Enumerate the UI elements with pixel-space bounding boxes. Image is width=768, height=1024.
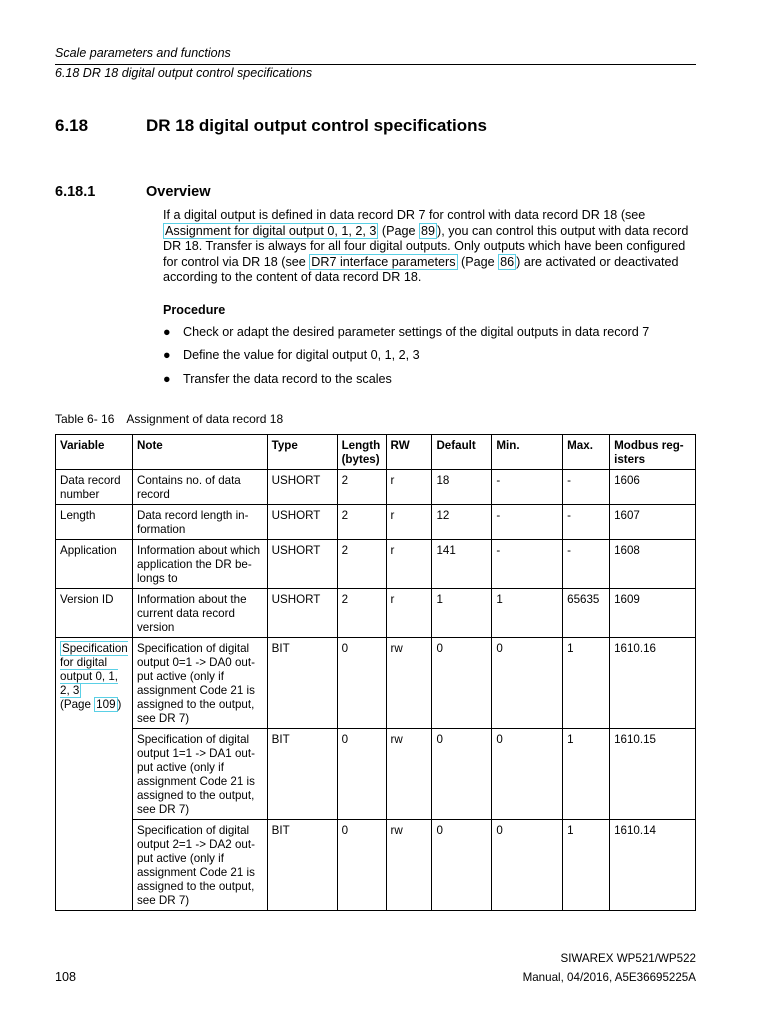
cell-max: - (563, 540, 610, 589)
section-number: 6.18 (55, 116, 89, 135)
col-header-max: Max. (563, 435, 610, 470)
link-specification-digital-output[interactable]: Specification for digital output 0, 1, 2, 3 (60, 642, 128, 697)
cell-default: 141 (432, 540, 492, 589)
page-ref-text: ) (117, 698, 122, 711)
link-dr7-interface-parameters[interactable]: DR7 interface parameters (311, 254, 456, 269)
link-page-86[interactable]: 86 (500, 254, 515, 269)
cell-note: Contains no. of data record (132, 470, 267, 505)
cell-max: - (563, 470, 610, 505)
link-page-89[interactable]: 89 (421, 223, 436, 238)
section-title: DR 18 digital output control specifications (146, 116, 487, 135)
cell-length: 0 (337, 638, 386, 729)
cell-default: 0 (432, 820, 492, 911)
procedure-step-text: Check or adapt the desired parameter settings of the digital outputs in data record 7 (183, 325, 650, 339)
cell-type: USHORT (267, 540, 337, 589)
col-header-rw: RW (386, 435, 432, 470)
cell-note: Information about the current data record version (132, 589, 267, 638)
cell-min: - (492, 540, 563, 589)
cell-rw: r (386, 540, 432, 589)
cell-note: Data record length in-formation (132, 505, 267, 540)
table-row (56, 589, 696, 638)
header-rule (55, 64, 696, 65)
intro-text: ) are activated or deactivated according to the content of data record DR 18. (163, 254, 679, 284)
table-row (56, 505, 696, 540)
table-row (56, 729, 696, 820)
cell-min: 1 (492, 589, 563, 638)
table-row (56, 540, 696, 589)
cell-rw: r (386, 589, 432, 638)
cell-length: 0 (337, 820, 386, 911)
link-assignment-digital-output[interactable]: Assignment for digital output 0, 1, 2, 3 (165, 223, 377, 238)
intro-text: If a digital output is defined in data record DR 7 for control with data record DR 18 (see (163, 208, 646, 222)
cell-max: 1 (563, 638, 610, 729)
cell-max: 1 (563, 729, 610, 820)
cell-type: BIT (267, 638, 337, 729)
cell-length: 2 (337, 470, 386, 505)
subsection-number: 6.18.1 (55, 184, 96, 200)
cell-max: 1 (563, 820, 610, 911)
cell-length: 2 (337, 505, 386, 540)
cell-note: Specification of digital output 1=1 -> DA1 out-put active (only if assignment Code 21 is assigned to the output, see DR 7) (132, 729, 267, 820)
cell-note: Specification of digital output 0=1 -> DA0 out-put active (only if assignment Code 21 is assigned to the output, see DR 7) (132, 638, 267, 729)
cell-min: - (492, 505, 563, 540)
intro-text: ), you can control this output with data record DR 18. Transfer is always for all four digital outputs. Only outputs which have been configured for control via DR 18 (see (163, 223, 689, 269)
cell-variable: Data record number (56, 470, 133, 505)
cell-default: 0 (432, 729, 492, 820)
col-header-note: Note (132, 435, 267, 470)
cell-variable: Length (56, 505, 133, 540)
cell-min: 0 (492, 820, 563, 911)
cell-rw: rw (386, 820, 432, 911)
cell-default: 1 (432, 589, 492, 638)
cell-modbus: 1610.15 (610, 729, 696, 820)
cell-variable-specification (56, 638, 133, 911)
cell-note: Specification of digital output 2=1 -> DA2 out-put active (only if assignment Code 21 is assigned to the output, see DR 7) (132, 820, 267, 911)
assignment-table (55, 434, 696, 911)
procedure-step-text: Define the value for digital output 0, 1, 2, 3 (183, 348, 420, 362)
cell-default: 18 (432, 470, 492, 505)
footer-product: SIWAREX WP521/WP522 (560, 952, 696, 965)
cell-min: 0 (492, 729, 563, 820)
cell-rw: rw (386, 729, 432, 820)
cell-modbus: 1607 (610, 505, 696, 540)
cell-default: 12 (432, 505, 492, 540)
col-header-variable: Variable (56, 435, 133, 470)
procedure-heading: Procedure (163, 303, 226, 317)
cell-type: BIT (267, 729, 337, 820)
bullet-icon: ● (163, 372, 171, 386)
table-row (56, 638, 696, 729)
cell-rw: r (386, 470, 432, 505)
footer-manual-info: Manual, 04/2016, A5E36695225A (522, 971, 696, 984)
col-header-modbus: Modbus reg-isters (610, 435, 696, 470)
running-header-section: 6.18 DR 18 digital output control specifications (55, 66, 313, 80)
table-header-row (56, 435, 696, 470)
cell-max: - (563, 505, 610, 540)
intro-text: (Page (378, 223, 420, 238)
col-header-min: Min. (492, 435, 563, 470)
bullet-icon: ● (163, 348, 171, 362)
cell-length: 0 (337, 729, 386, 820)
cell-type: BIT (267, 820, 337, 911)
overview-paragraph (163, 208, 698, 286)
table-caption-title: Assignment of data record 18 (126, 412, 284, 426)
bullet-icon: ● (163, 325, 171, 339)
running-header-chapter: Scale parameters and functions (55, 46, 231, 60)
cell-modbus: 1609 (610, 589, 696, 638)
cell-length: 2 (337, 589, 386, 638)
cell-min: - (492, 470, 563, 505)
cell-modbus: 1610.14 (610, 820, 696, 911)
table-row (56, 470, 696, 505)
cell-variable: Application (56, 540, 133, 589)
cell-max: 65635 (563, 589, 610, 638)
cell-variable: Version ID (56, 589, 133, 638)
col-header-length: Length (bytes) (337, 435, 386, 470)
col-header-default: Default (432, 435, 492, 470)
col-header-type: Type (267, 435, 337, 470)
table-caption-number: Table 6- 16 (55, 412, 115, 426)
cell-rw: rw (386, 638, 432, 729)
cell-type: USHORT (267, 505, 337, 540)
cell-type: USHORT (267, 470, 337, 505)
page-number: 108 (55, 970, 77, 984)
intro-text: (Page (457, 254, 499, 269)
cell-rw: r (386, 505, 432, 540)
cell-modbus: 1610.16 (610, 638, 696, 729)
cell-note: Information about which application the DR be-longs to (132, 540, 267, 589)
cell-default: 0 (432, 638, 492, 729)
subsection-title: Overview (146, 184, 211, 200)
cell-length: 2 (337, 540, 386, 589)
table-caption (55, 412, 283, 426)
procedure-step-text: Transfer the data record to the scales (183, 372, 392, 386)
cell-type: USHORT (267, 589, 337, 638)
cell-min: 0 (492, 638, 563, 729)
cell-modbus: 1608 (610, 540, 696, 589)
page-ref-text: (Page (60, 698, 95, 711)
cell-modbus: 1606 (610, 470, 696, 505)
table-row (56, 820, 696, 911)
link-page-109[interactable]: 109 (96, 698, 116, 711)
